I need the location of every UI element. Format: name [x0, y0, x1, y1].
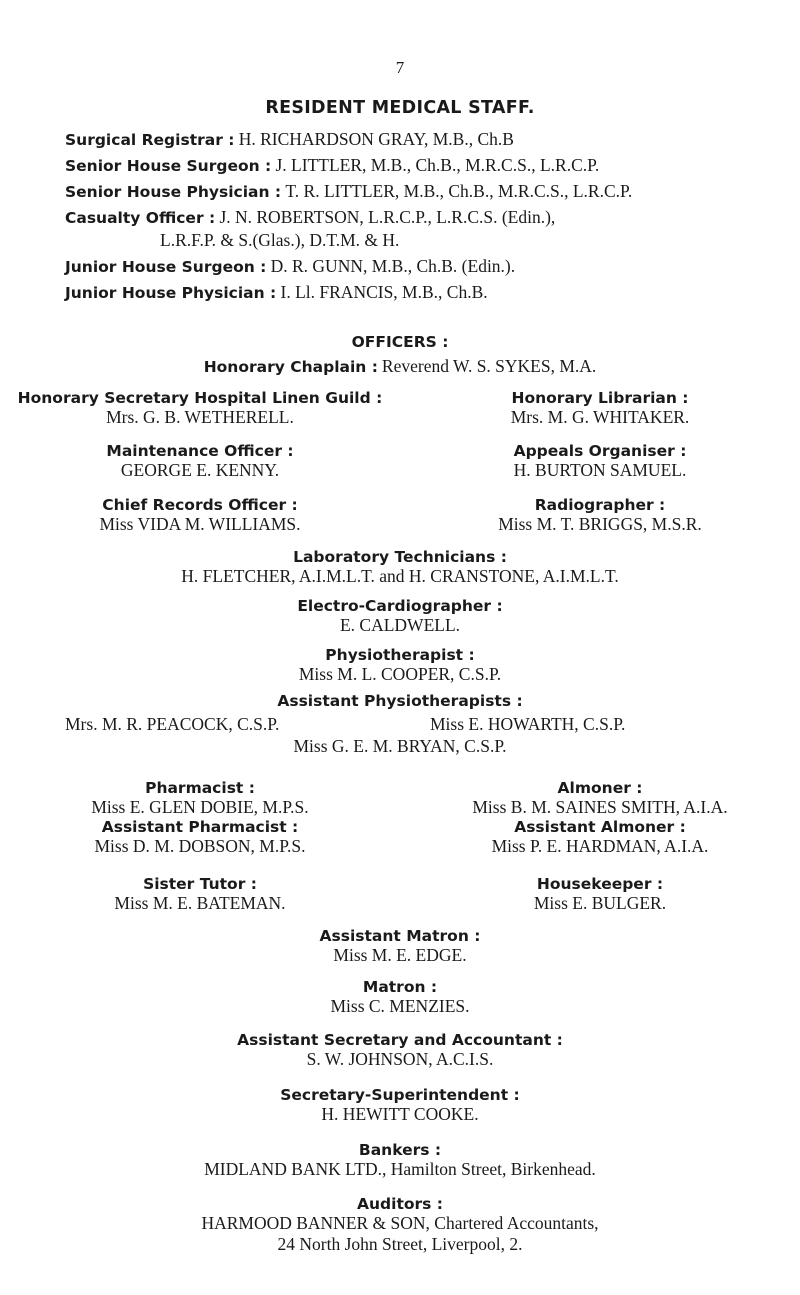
staff-label: Senior House Surgeon : [65, 157, 272, 175]
staff-value-continuation: L.R.F.P. & S.(Glas.), D.T.M. & H. [160, 230, 400, 250]
chaplain-label: Honorary Chaplain : [203, 358, 378, 376]
staff-label: Casualty Officer : [65, 209, 216, 227]
staff-value: T. R. LITTLER, M.B., Ch.B., M.R.C.S., L.R.C.P. [285, 181, 633, 201]
tutor-label: Sister Tutor : [143, 875, 257, 893]
staff-label: Surgical Registrar : [65, 131, 235, 149]
records-label: Chief Records Officer : [102, 496, 298, 514]
staff-value: H. RICHARDSON GRAY, M.B., Ch.B [238, 129, 514, 149]
asst-physio-right: Miss E. HOWARTH, C.S.P. [430, 714, 626, 734]
asst-secretary-value: S. W. JOHNSON, A.C.I.S. [306, 1049, 494, 1069]
asst-physio-left: Mrs. M. R. PEACOCK, C.S.P. [65, 714, 280, 734]
staff-row-surgical-registrar [65, 129, 514, 150]
ecg-value: E. CALDWELL. [339, 615, 461, 635]
bankers-label: Bankers : [358, 1141, 442, 1159]
secretary-value: H. HEWITT COOKE. [321, 1104, 479, 1124]
asst-almoner-value: Miss P. E. HARDMAN, A.I.A. [491, 836, 709, 856]
housekeeper-block [400, 875, 800, 914]
appeals-label: Appeals Organiser : [513, 442, 687, 460]
matron-block [0, 978, 800, 1017]
lab-block [0, 548, 800, 587]
asst-physio-label: Assistant Physiotherapists : [277, 692, 523, 710]
lab-value: H. FLETCHER, A.I.M.L.T. and H. CRANSTONE, A.I.M.L.T. [181, 566, 619, 586]
almoner-label: Almoner : [557, 779, 643, 797]
pharmacist-label: Pharmacist : [145, 779, 255, 797]
secretary-block [0, 1086, 800, 1125]
pharmacist-block [0, 779, 400, 857]
chaplain-line [0, 356, 800, 377]
matron-value: Miss C. MENZIES. [330, 996, 470, 1016]
librarian-block [400, 389, 800, 428]
auditors-address: 24 North John Street, Liverpool, 2. [277, 1234, 523, 1254]
staff-value: J. LITTLER, M.B., Ch.B., M.R.C.S., L.R.C.P. [275, 155, 600, 175]
radiographer-label: Radiographer : [534, 496, 666, 514]
auditors-value: HARMOOD BANNER & SON, Chartered Accountants, [201, 1213, 599, 1233]
staff-label: Junior House Physician : [65, 284, 277, 302]
asst-matron-label: Assistant Matron : [319, 927, 481, 945]
secretary-label: Secretary-Superintendent : [280, 1086, 520, 1104]
records-block [0, 496, 400, 535]
matron-label: Matron : [362, 978, 438, 996]
physio-block [0, 646, 800, 685]
staff-row-junior-house-surgeon [65, 256, 515, 277]
physio-label: Physiotherapist : [325, 646, 475, 664]
ecg-label: Electro-Cardiographer : [297, 597, 503, 615]
chaplain-value: Reverend W. S. SYKES, M.A. [381, 356, 597, 376]
officers-heading: OFFICERS : [351, 333, 449, 351]
staff-value: J. N. ROBERTSON, L.R.C.P., L.R.C.S. (Edin.), [219, 207, 556, 227]
page-number: 7 [395, 58, 405, 77]
radiographer-value: Miss M. T. BRIGGS, M.S.R. [498, 514, 702, 534]
page-title: RESIDENT MEDICAL STAFF. [265, 98, 535, 118]
linen-guild-block [0, 389, 400, 428]
auditors-label: Auditors : [357, 1195, 443, 1213]
asst-pharmacist-label: Assistant Pharmacist : [101, 818, 299, 836]
auditors-block [0, 1195, 800, 1255]
tutor-value: Miss M. E. BATEMAN. [114, 893, 286, 913]
appeals-block [400, 442, 800, 481]
staff-row-senior-house-surgeon [65, 155, 599, 176]
staff-label: Senior House Physician : [65, 183, 282, 201]
maintenance-value: GEORGE E. KENNY. [120, 460, 280, 480]
staff-value: D. R. GUNN, M.B., Ch.B. (Edin.). [270, 256, 516, 276]
lab-label: Laboratory Technicians : [293, 548, 507, 566]
maintenance-label: Maintenance Officer : [106, 442, 294, 460]
housekeeper-label: Housekeeper : [536, 875, 664, 893]
bankers-value: MIDLAND BANK LTD., Hamilton Street, Birkenhead. [204, 1159, 596, 1179]
librarian-value: Mrs. M. G. WHITAKER. [510, 407, 690, 427]
appeals-value: H. BURTON SAMUEL. [513, 460, 687, 480]
housekeeper-value: Miss E. BULGER. [533, 893, 667, 913]
staff-row-junior-house-physician [65, 282, 488, 303]
records-value: Miss VIDA M. WILLIAMS. [99, 514, 301, 534]
asst-secretary-block [0, 1031, 800, 1070]
linen-guild-label: Honorary Secretary Hospital Linen Guild : [17, 389, 383, 407]
asst-matron-block [0, 927, 800, 966]
asst-secretary-label: Assistant Secretary and Accountant : [237, 1031, 563, 1049]
asst-pharmacist-value: Miss D. M. DOBSON, M.P.S. [94, 836, 306, 856]
linen-guild-value: Mrs. G. B. WETHERELL. [106, 407, 294, 427]
asst-physio-bottom: Miss G. E. M. BRYAN, C.S.P. [293, 736, 507, 756]
tutor-block [0, 875, 400, 914]
librarian-label: Honorary Librarian : [511, 389, 689, 407]
asst-matron-value: Miss M. E. EDGE. [333, 945, 467, 965]
staff-value: I. Ll. FRANCIS, M.B., Ch.B. [280, 282, 488, 302]
almoner-value: Miss B. M. SAINES SMITH, A.I.A. [472, 797, 728, 817]
asst-almoner-label: Assistant Almoner : [514, 818, 686, 836]
pharmacist-value: Miss E. GLEN DOBIE, M.P.S. [91, 797, 309, 817]
ecg-block [0, 597, 800, 636]
almoner-block [400, 779, 800, 857]
staff-row-casualty-officer [65, 207, 555, 228]
maintenance-block [0, 442, 400, 481]
physio-value: Miss M. L. COOPER, C.S.P. [298, 664, 502, 684]
staff-label: Junior House Surgeon : [65, 258, 267, 276]
staff-row-senior-house-physician [65, 181, 632, 202]
radiographer-block [400, 496, 800, 535]
bankers-block [0, 1141, 800, 1180]
